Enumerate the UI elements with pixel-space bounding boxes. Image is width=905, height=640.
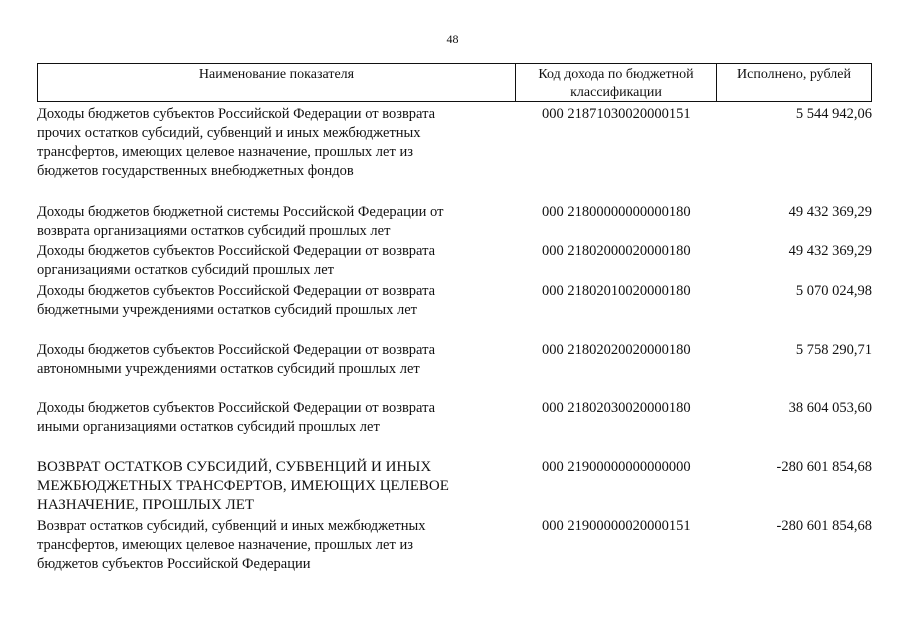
row-name-line: Доходы бюджетов субъектов Российской Федерации от возврата — [37, 243, 436, 259]
row-name-line: автономными учреждениями остатков субсидий прошлых лет — [37, 361, 420, 377]
row-name — [37, 517, 507, 574]
row-code: 000 21900000000000000 — [542, 459, 691, 475]
row-amount: -280 601 854,68 — [776, 459, 872, 475]
row-amount: 5 070 024,98 — [795, 283, 872, 299]
row-name-line: Доходы бюджетов субъектов Российской Федерации от возврата — [37, 342, 436, 358]
header-code-line2: классификации — [570, 85, 662, 100]
row-code: 000 21802000020000180 — [542, 243, 691, 259]
row-name-line: иными организациями остатков субсидий прошлых лет — [37, 419, 380, 435]
row-name-line: возврата организациями остатков субсидий прошлых лет — [37, 223, 391, 239]
row-name — [37, 399, 507, 437]
row-name — [37, 242, 507, 280]
row-name-line: прочих остатков субсидий, субвенций и иных межбюджетных — [37, 125, 421, 141]
row-code: 000 21900000020000151 — [542, 518, 691, 534]
row-name-line: организациями остатков субсидий прошлых лет — [37, 262, 334, 278]
header-name: Наименование показателя — [198, 67, 355, 82]
header-code — [515, 64, 716, 101]
row-name — [37, 203, 507, 241]
table-header — [37, 63, 872, 102]
row-name-line: бюджетными учреждениями остатков субсидий прошлых лет — [37, 302, 417, 318]
row-name-line: Доходы бюджетов субъектов Российской Федерации от возврата — [37, 283, 436, 299]
section-heading — [37, 458, 507, 515]
row-amount: 49 432 369,29 — [788, 204, 872, 220]
row-amount: 5 544 942,06 — [795, 106, 872, 122]
row-code: 000 21802010020000180 — [542, 283, 691, 299]
row-amount: 5 758 290,71 — [795, 342, 872, 358]
row-name — [37, 341, 507, 379]
row-name-line: Доходы бюджетов субъектов Российской Федерации от возврата — [37, 400, 436, 416]
row-amount: 49 432 369,29 — [788, 243, 872, 259]
row-name-line: трансфертов, имеющих целевое назначение, прошлых лет из — [37, 144, 413, 160]
row-name-line: МЕЖБЮДЖЕТНЫХ ТРАНСФЕРТОВ, ИМЕЮЩИХ ЦЕЛЕВОЕ — [37, 478, 449, 494]
row-name — [37, 105, 507, 181]
row-code: 000 21802030020000180 — [542, 400, 691, 416]
row-name-line: трансфертов, имеющих целевое назначение, прошлых лет из — [37, 537, 413, 553]
header-executed: Исполнено, рублей — [716, 64, 871, 101]
page-number: 48 — [446, 32, 459, 46]
row-name-line: НАЗНАЧЕНИЕ, ПРОШЛЫХ ЛЕТ — [37, 497, 255, 513]
row-code: 000 21800000000000180 — [542, 204, 691, 220]
row-name-line: бюджетов государственных внебюджетных фондов — [37, 163, 354, 179]
row-name-line: бюджетов субъектов Российской Федерации — [37, 556, 311, 572]
row-amount: -280 601 854,68 — [776, 518, 872, 534]
row-code: 000 21871030020000151 — [542, 106, 691, 122]
row-name-line: Доходы бюджетов бюджетной системы Российской Федерации от — [37, 204, 444, 220]
row-amount: 38 604 053,60 — [788, 400, 872, 416]
row-code: 000 21802020020000180 — [542, 342, 691, 358]
row-name-line: ВОЗВРАТ ОСТАТКОВ СУБСИДИЙ, СУБВЕНЦИЙ И ИНЫХ — [37, 459, 432, 475]
row-name — [37, 282, 507, 320]
header-code-line1: Код дохода по бюджетной — [538, 67, 694, 82]
row-name-line: Доходы бюджетов субъектов Российской Федерации от возврата — [37, 106, 436, 122]
row-name-line: Возврат остатков субсидий, субвенций и иных межбюджетных — [37, 518, 426, 534]
